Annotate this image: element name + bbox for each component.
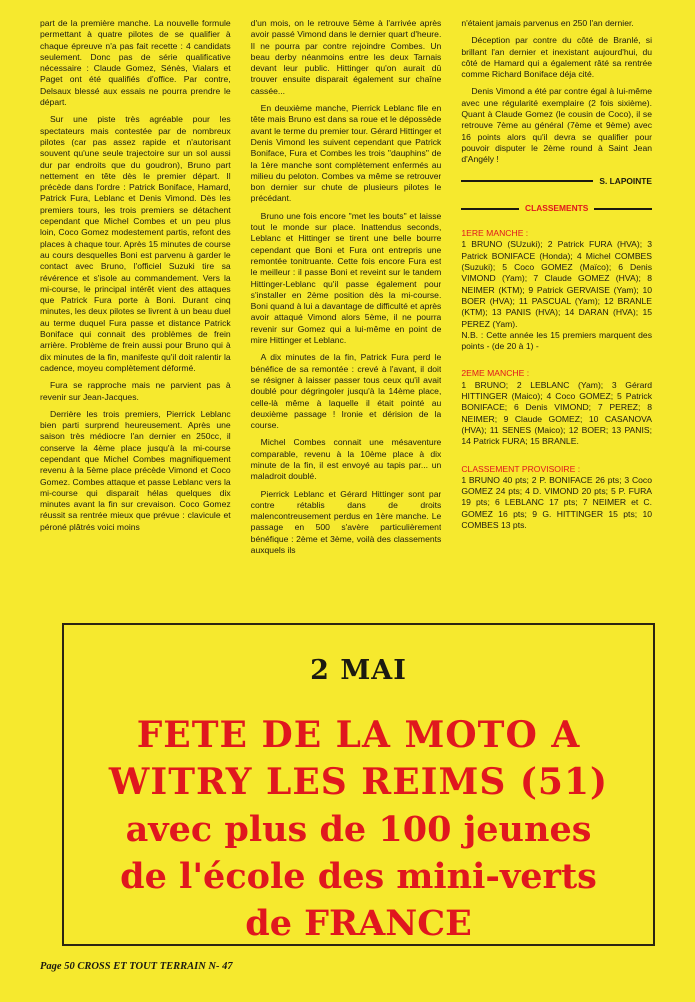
- paragraph: d'un mois, on le retrouve 5ème à l'arrivée après avoir passé Vimond dans le dernier quart d'heure. Il ne pourra par contre rejoindre Combes. Un beau derby néanmoins entre les deux Tarnais devant leur public. Hittinger qu'on aurait dû trouver ensuite disparait également sur chaîne cassée...: [250, 18, 442, 96]
- section-title: CLASSEMENT PROVISOIRE :: [461, 463, 581, 474]
- header-rule-right: [594, 208, 652, 210]
- event-date: 2 MAI: [310, 655, 407, 686]
- paragraph: Derrière les trois premiers, Pierrick Leblanc bien parti surprend heureusement. Après une saison très médiocre l'an dernier en 250cc, il conserve la 4ème place jusqu'à la mi-course cependant que Michel Combes magnifiquement revenu à la 5ème place précède Vimond et Coco Gomez. Combes attaque et passe Leblanc vers la mi-course qui disparait hélas quelques dix minutes avant la fin sur crevaison. Coco Gomez réussit sa rentrée mieux que prévue : clavicule et péroné plâtrés voici moins: [40, 408, 231, 532]
- headline-line-3: avec plus de 100 jeunes: [125, 809, 592, 850]
- headline-line-4: de l'école des mini-verts: [120, 856, 597, 897]
- results-text: 1 BRUNO (SUzuki); 2 Patrick FURA (HVA); 3 Patrick BONIFACE (Honda); 4 Michel COMBES (Suzuki); 5 Coco GOMEZ (Maïco); 6 Denis VIMOND (Yam); 7 Claude GOMEZ (HVA); 8 NEIMER (KTM); 9 Patrick GERVAISE (Yam); 10 BOER (HVA); 11 PASCUAL (Yam); 12 BRANLE (KTM); 13 PANIS (HVA); 14 DARAN (HVA); 15 PEREZ (Yam).: [461, 239, 653, 329]
- paragraph: Michel Combes connait une mésaventure comparable, revenu à la 10ème place à dix minute de la fin, il est envoyé au tapis par... un maladroit doublé.: [250, 437, 442, 482]
- column-3: [461, 18, 652, 618]
- paragraph: Bruno une fois encore "met les bouts" et laisse tout le monde sur place. Inattendus seconds, Leblanc et Hittinger se tirent une belle bourre cependant que Boni et Fura ont entrepris une remontée tonitruante. Cette fois encore Fura est le meilleur : il passe Boni et reveint sur le tandem Hittinger-Leblanc qu'il passe également pour s'installer en 2ème position dès la mi-course. Boni quand à lui a davantage de difficulté et après avoir attaqué Vimond alors 5ème, il ne pourra revenir sur Gomez qui a lui-même en point de mire Hittinger et Leblanc.: [250, 210, 442, 346]
- results-block: [461, 475, 652, 531]
- headline-line-1: FETE DE LA MOTO A: [136, 714, 581, 756]
- results-note: N.B. : Cette année les 15 premiers marquent des points - (de 20 à 1) -: [461, 329, 653, 352]
- results-block: [461, 380, 652, 448]
- event-headline: [64, 712, 653, 947]
- column-1: [40, 18, 231, 618]
- article-columns: [40, 18, 652, 618]
- paragraph: Sur une piste très agréable pour les spectateurs mais contestée par de nombreux pilotes (car pas assez rapide et n'autorisant souvent qu'une seule trajectoire sur un sol aussi dur par endroits que du goudron), Bruno part nettement en tête dès le premier départ. Il précède dans l'ordre : Patrick Boniface, Hamard, Patrick Fura, Leblanc et Denis Vimond. Dès les premiers tours, les trois premiers se détachent cependant que Michel Combes et un peu plus loin, Coco Gomez modestement partis, refont des places à chaque tour. Après 15 minutes de course au cours desquelles Boni est parvenu à garder le contact avec Bruno, l'officiel Suzuki tire sa révérence et s'isole au commandement. Vers la mi-course, le principal intérêt vient des attaques que Patrick Fura porte à Boni. Durant cinq minutes, les deux pilotes se livrent à un beau duel au terme duquel Fura passe et distance Patrick Boniface qui connait des problèmes de frein arrière. Problème de frein aussi pour Bruno qui à dix minutes de la fin, manifeste qu'il doit ralentir la cadence, moyeu complètement déformé.: [40, 114, 231, 373]
- headline-line-5: de FRANCE: [245, 903, 472, 944]
- results-text: 1 BRUNO 40 pts; 2 P. BONIFACE 26 pts; 3 Coco GOMEZ 24 pts; 4 D. VIMOND 20 pts; 5 P. FURA 19 pts; 6 LEBLANC 17 pts; 7 NEIMER et C. GOMEZ 16 pts; 9 G. HITTINGER 15 pts; 10 COMBES 13 pts.: [461, 474, 653, 530]
- paragraph: n'étaient jamais parvenus en 250 l'an dernier.: [461, 18, 634, 28]
- classements-title: CLASSEMENTS: [525, 202, 589, 213]
- paragraph: Denis Vimond a été par contre égal à lui-même avec une régularité exemplaire (2 fois sixième). Quant à Claude Gomez (le cousin de Coco), il se retrouve 7ème au général (7ème et 9ème) avec 16 points alors qu'il devra se qualifier pour pouvoir disputer le 2ème round à Saint Jean d'Angély !: [461, 86, 653, 165]
- column-2: [251, 18, 442, 618]
- section-title: 1ERE MANCHE :: [461, 228, 529, 239]
- section-title: 2EME MANCHE :: [461, 368, 530, 379]
- author-signature: [461, 176, 652, 187]
- paragraph: En deuxième manche, Pierrick Leblanc file en tête mais Bruno est dans sa roue et le dépossède avant le terme du premier tour. Gérard Hittinger et Denis Vimond les suivent cependant que Patrick Boniface, Fura et Combes les trois "dauphins" de la 1ère manche sont complètement enfermés au milieu du peloton. Combes va même se retrouver bon dernier sur chute de plusieurs pilotes le précédant.: [250, 103, 442, 204]
- results-block: [461, 239, 652, 352]
- event-announcement-box: [62, 623, 655, 946]
- classements-header: [461, 203, 652, 214]
- page-footer: Page 50 CROSS ET TOUT TERRAIN N- 47: [40, 961, 233, 972]
- signature-rule: [461, 180, 593, 182]
- author-name: S. LAPOINTE: [599, 175, 653, 186]
- paragraph: Fura se rapproche mais ne parvient pas à revenir sur Jean-Jacques.: [40, 380, 231, 402]
- paragraph: part de la première manche. La nouvelle formule permettant à quatre pilotes de se qualifier à chaque épreuve n'a pas fait recette : 4 candidats seulement. Donc pas de série qualificative nécessaire : Claude Gomez, Sénès, Vialars et Paget ont été qualifiés d'office. Par contre, Delsaux blessé aux essais ne pourra prendre le départ.: [40, 18, 231, 108]
- header-rule-left: [461, 208, 519, 210]
- paragraph: Déception par contre du côté de Branlé, si brillant l'an dernier et inexistant aujourd'hui, du côté de Hamard qui a également râté sa rentrée comme Richard Boniface déja cité.: [461, 35, 653, 80]
- paragraph: Pierrick Leblanc et Gérard Hittinger sont par contre rétablis dans de droits malencontreusement perdus en 1ère manche. Le passage en 500 s'avère particulièrement bénéfique : 2ème et 3ème, voilà des classements auxquels ils: [250, 488, 442, 556]
- results-text: 1 BRUNO; 2 LEBLANC (Yam); 3 Gérard HITTINGER (Maico); 4 Coco GOMEZ; 5 Patrick BONIFACE; 6 Denis VIMOND; 7 PEREZ; 8 NEIMER; 9 Claude GOMEZ; 10 CASANOVA (HVA); 11 SENES (Maico); 12 BOER; 13 PANIS; 14 Patrick FURA; 15 BRANLE.: [461, 379, 653, 447]
- paragraph: A dix minutes de la fin, Patrick Fura perd le bénéfice de sa remontée : crevé à l'avant, il doit se résigner à laisser passer tous ceux qu'il avait doublé pour dégringoler jusqu'à la 14ème place, celle-là même à laquelle il était pointé au deuxième passage ! Ironie et dérision de la course.: [250, 352, 442, 431]
- headline-line-2: WITRY LES REIMS (51): [108, 761, 609, 803]
